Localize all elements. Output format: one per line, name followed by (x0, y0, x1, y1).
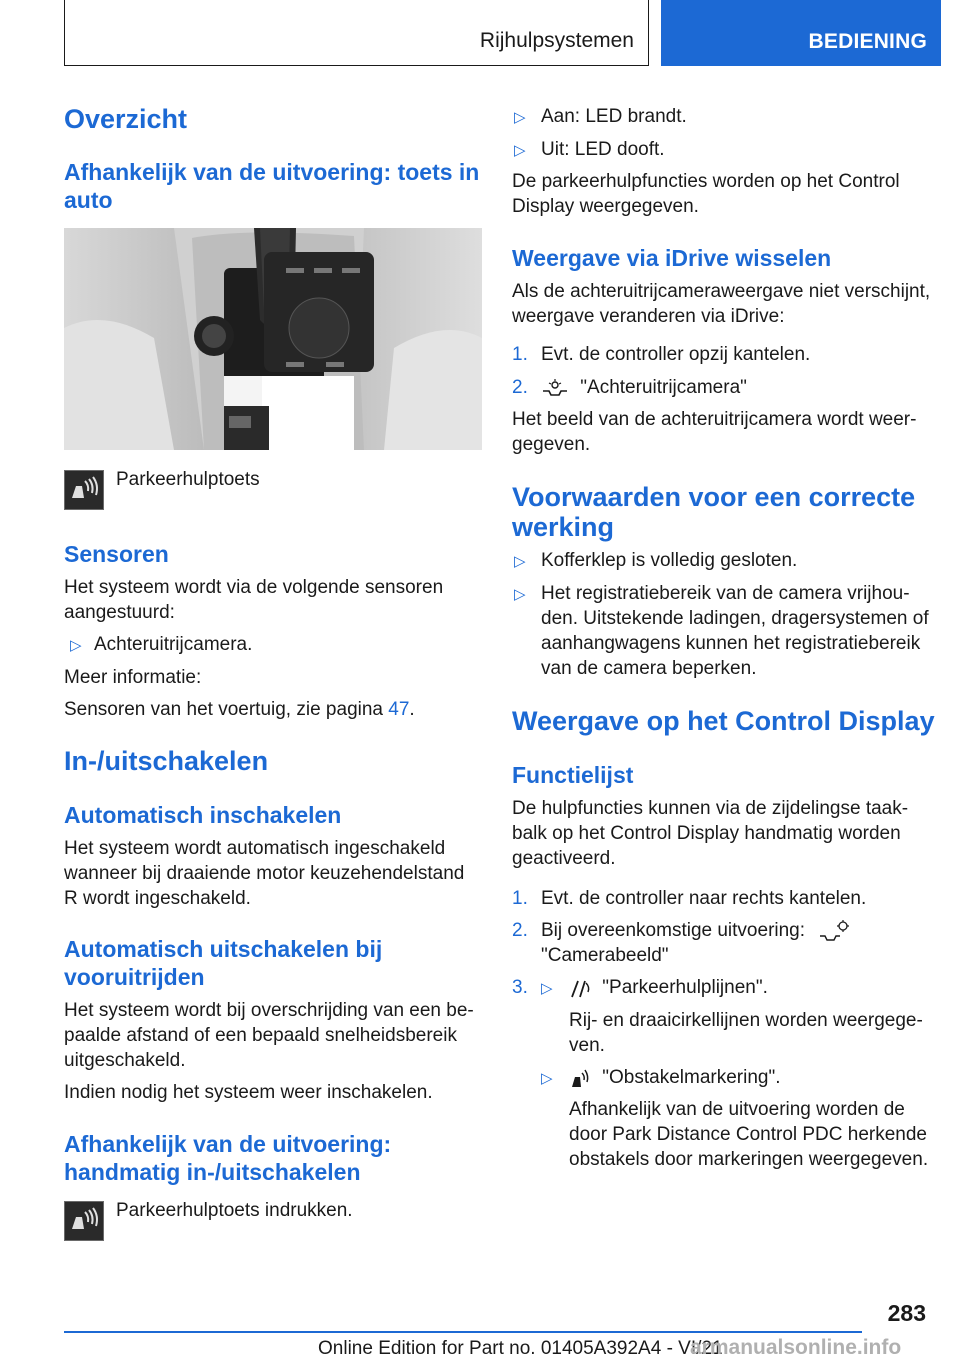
voorwaarde-1: Kofferklep is volledig gesloten. (541, 550, 798, 571)
header-chapter-title: BEDIENING (808, 30, 927, 53)
icon-caption: Parkeerhulptoets (116, 469, 260, 490)
beeld-text: Het beeld van de achteruitrijcamera wordt weergegeven. (512, 409, 917, 455)
functielijst-step-2-label: "Camerabeeld" (541, 945, 669, 966)
idrive-text: Als de achteruitrijcameraweergave niet verschijnt, weergave veranderen via iDrive: (512, 281, 931, 327)
step-number: 2. (512, 377, 528, 398)
footer-divider (64, 1331, 862, 1333)
page-number: 283 (887, 1300, 926, 1326)
camera-settings-icon (818, 920, 850, 942)
bullet-marker: ▷ (541, 1070, 553, 1087)
sensoren-reference-text: Sensoren van het voertuig, zie pagina (64, 699, 383, 720)
header-section-title: Rijhulpsystemen (479, 29, 634, 52)
heading-handmatig: Afhankelijk van de uitvoering: handmatig in-/uitschakelen (64, 1131, 392, 1185)
indien-text: Indien nodig het systeem weer inschakelen. (64, 1082, 433, 1103)
functielijst-step-2 (541, 918, 931, 968)
step-number: 1. (512, 344, 528, 365)
gear-console-illustration (64, 228, 482, 450)
functielijst-step-2-text: Bij overeenkomstige uitvoering: (541, 920, 806, 941)
parking-assist-button-icon-2 (64, 1201, 104, 1241)
bullet-marker: ▷ (514, 142, 526, 159)
watermark: armanualsonline.info (690, 1336, 902, 1359)
idrive-step-2 (541, 375, 747, 400)
page-link[interactable]: 47 (388, 699, 410, 720)
bullet-marker: ▷ (70, 637, 82, 654)
functielijst-step-3 (569, 975, 768, 1000)
auto-uit-text: Het systeem wordt bij overschrijding van een bepaalde afstand of een bepaald snelheidsbereik uitgeschakeld. (64, 1000, 474, 1071)
obstakel-item (569, 1065, 781, 1090)
sensoren-item: Achteruitrijcamera. (94, 634, 253, 655)
gear-console-photo (64, 228, 482, 450)
obstacle-marking-icon (569, 1067, 591, 1089)
footer-edition: Online Edition for Part no. 01405A392A4 - VI/21 (318, 1338, 723, 1359)
step-number: 1. (512, 888, 528, 909)
heading-toets-in-auto: Afhankelijk van de uitvoering: toets in auto (64, 159, 480, 213)
functielijst-step-1: Evt. de controller naar rechts kantelen. (541, 888, 867, 909)
display-text: De parkeerhulpfuncties worden op het Control Display weergegeven. (512, 171, 900, 217)
parking-assist-button-icon (64, 470, 104, 510)
sensoren-reference: Sensoren van het voertuig, zie pagina 47. (64, 699, 415, 720)
heading-voorwaarden: Voorwaarden voor een correcte werking (512, 482, 916, 542)
more-info-label: Meer informatie: (64, 667, 202, 688)
heading-idrive: Weergave via iDrive wisselen (512, 245, 832, 271)
heading-automatisch-uitschakelen: Automatisch uitschakelen bij vooruitrijden (64, 936, 383, 990)
bullet-marker: ▷ (514, 109, 526, 126)
idrive-step-2-label: "Achteruitrijcamera" (580, 377, 747, 398)
header-section-box (64, 0, 649, 66)
idrive-step-1: Evt. de controller opzij kantelen. (541, 344, 811, 365)
sensoren-text: Het systeem wordt via de volgende sensoren aangestuurd: (64, 577, 444, 623)
obstakel-desc: Afhankelijk van de uitvoering worden de door Park Distance Control PDC herkende obstakels door markeringen weergegeven. (569, 1099, 929, 1170)
voorwaarde-2: Het registratiebereik van de camera vrijhouden. Uitstekende ladingen, dragersystemen of aanhangwagens kunnen het registratiebereik van de camera beperken. (541, 583, 929, 679)
functielijst-text: De hulpfuncties kunnen via de zijdelingse taakbalk op het Control Display handmatig worden geactiveerd. (512, 798, 909, 869)
bullet-marker: ▷ (541, 980, 553, 997)
bullet-marker: ▷ (514, 553, 526, 570)
heading-automatisch-inschakelen: Automatisch inschakelen (64, 802, 342, 828)
parking-sensor-icon (65, 471, 102, 508)
auto-in-text: Het systeem wordt automatisch ingeschakeld wanneer bij draaiende motor keuzehendelstand R wordt ingeschakeld. (64, 838, 465, 909)
obstakel-item-label: "Obstakelmarkering". (602, 1067, 781, 1088)
step-number: 3. (512, 977, 528, 998)
item-aan: Aan: LED brandt. (541, 106, 687, 127)
heading-overzicht: Overzicht (64, 104, 188, 134)
parking-lines-icon (569, 977, 591, 999)
heading-functielijst: Functielijst (512, 762, 634, 788)
functielijst-step-3-label: "Parkeerhulplijnen". (602, 977, 768, 998)
heading-in-uitschakelen: In-/uitschakelen (64, 746, 269, 776)
parking-sensor-icon (65, 1202, 102, 1239)
step-number: 2. (512, 920, 528, 941)
heading-weergave-control-display: Weergave op het Control Display (512, 706, 935, 736)
handmatig-caption: Parkeerhulptoets indrukken. (116, 1200, 353, 1221)
parkeerhulplijnen-desc: Rij- en draaicirkellijnen worden weergegeven. (569, 1010, 923, 1056)
item-uit: Uit: LED dooft. (541, 139, 665, 160)
heading-sensoren: Sensoren (64, 541, 169, 567)
rear-camera-icon (541, 377, 569, 399)
bullet-marker: ▷ (514, 586, 526, 603)
header-chapter-box (661, 0, 941, 66)
